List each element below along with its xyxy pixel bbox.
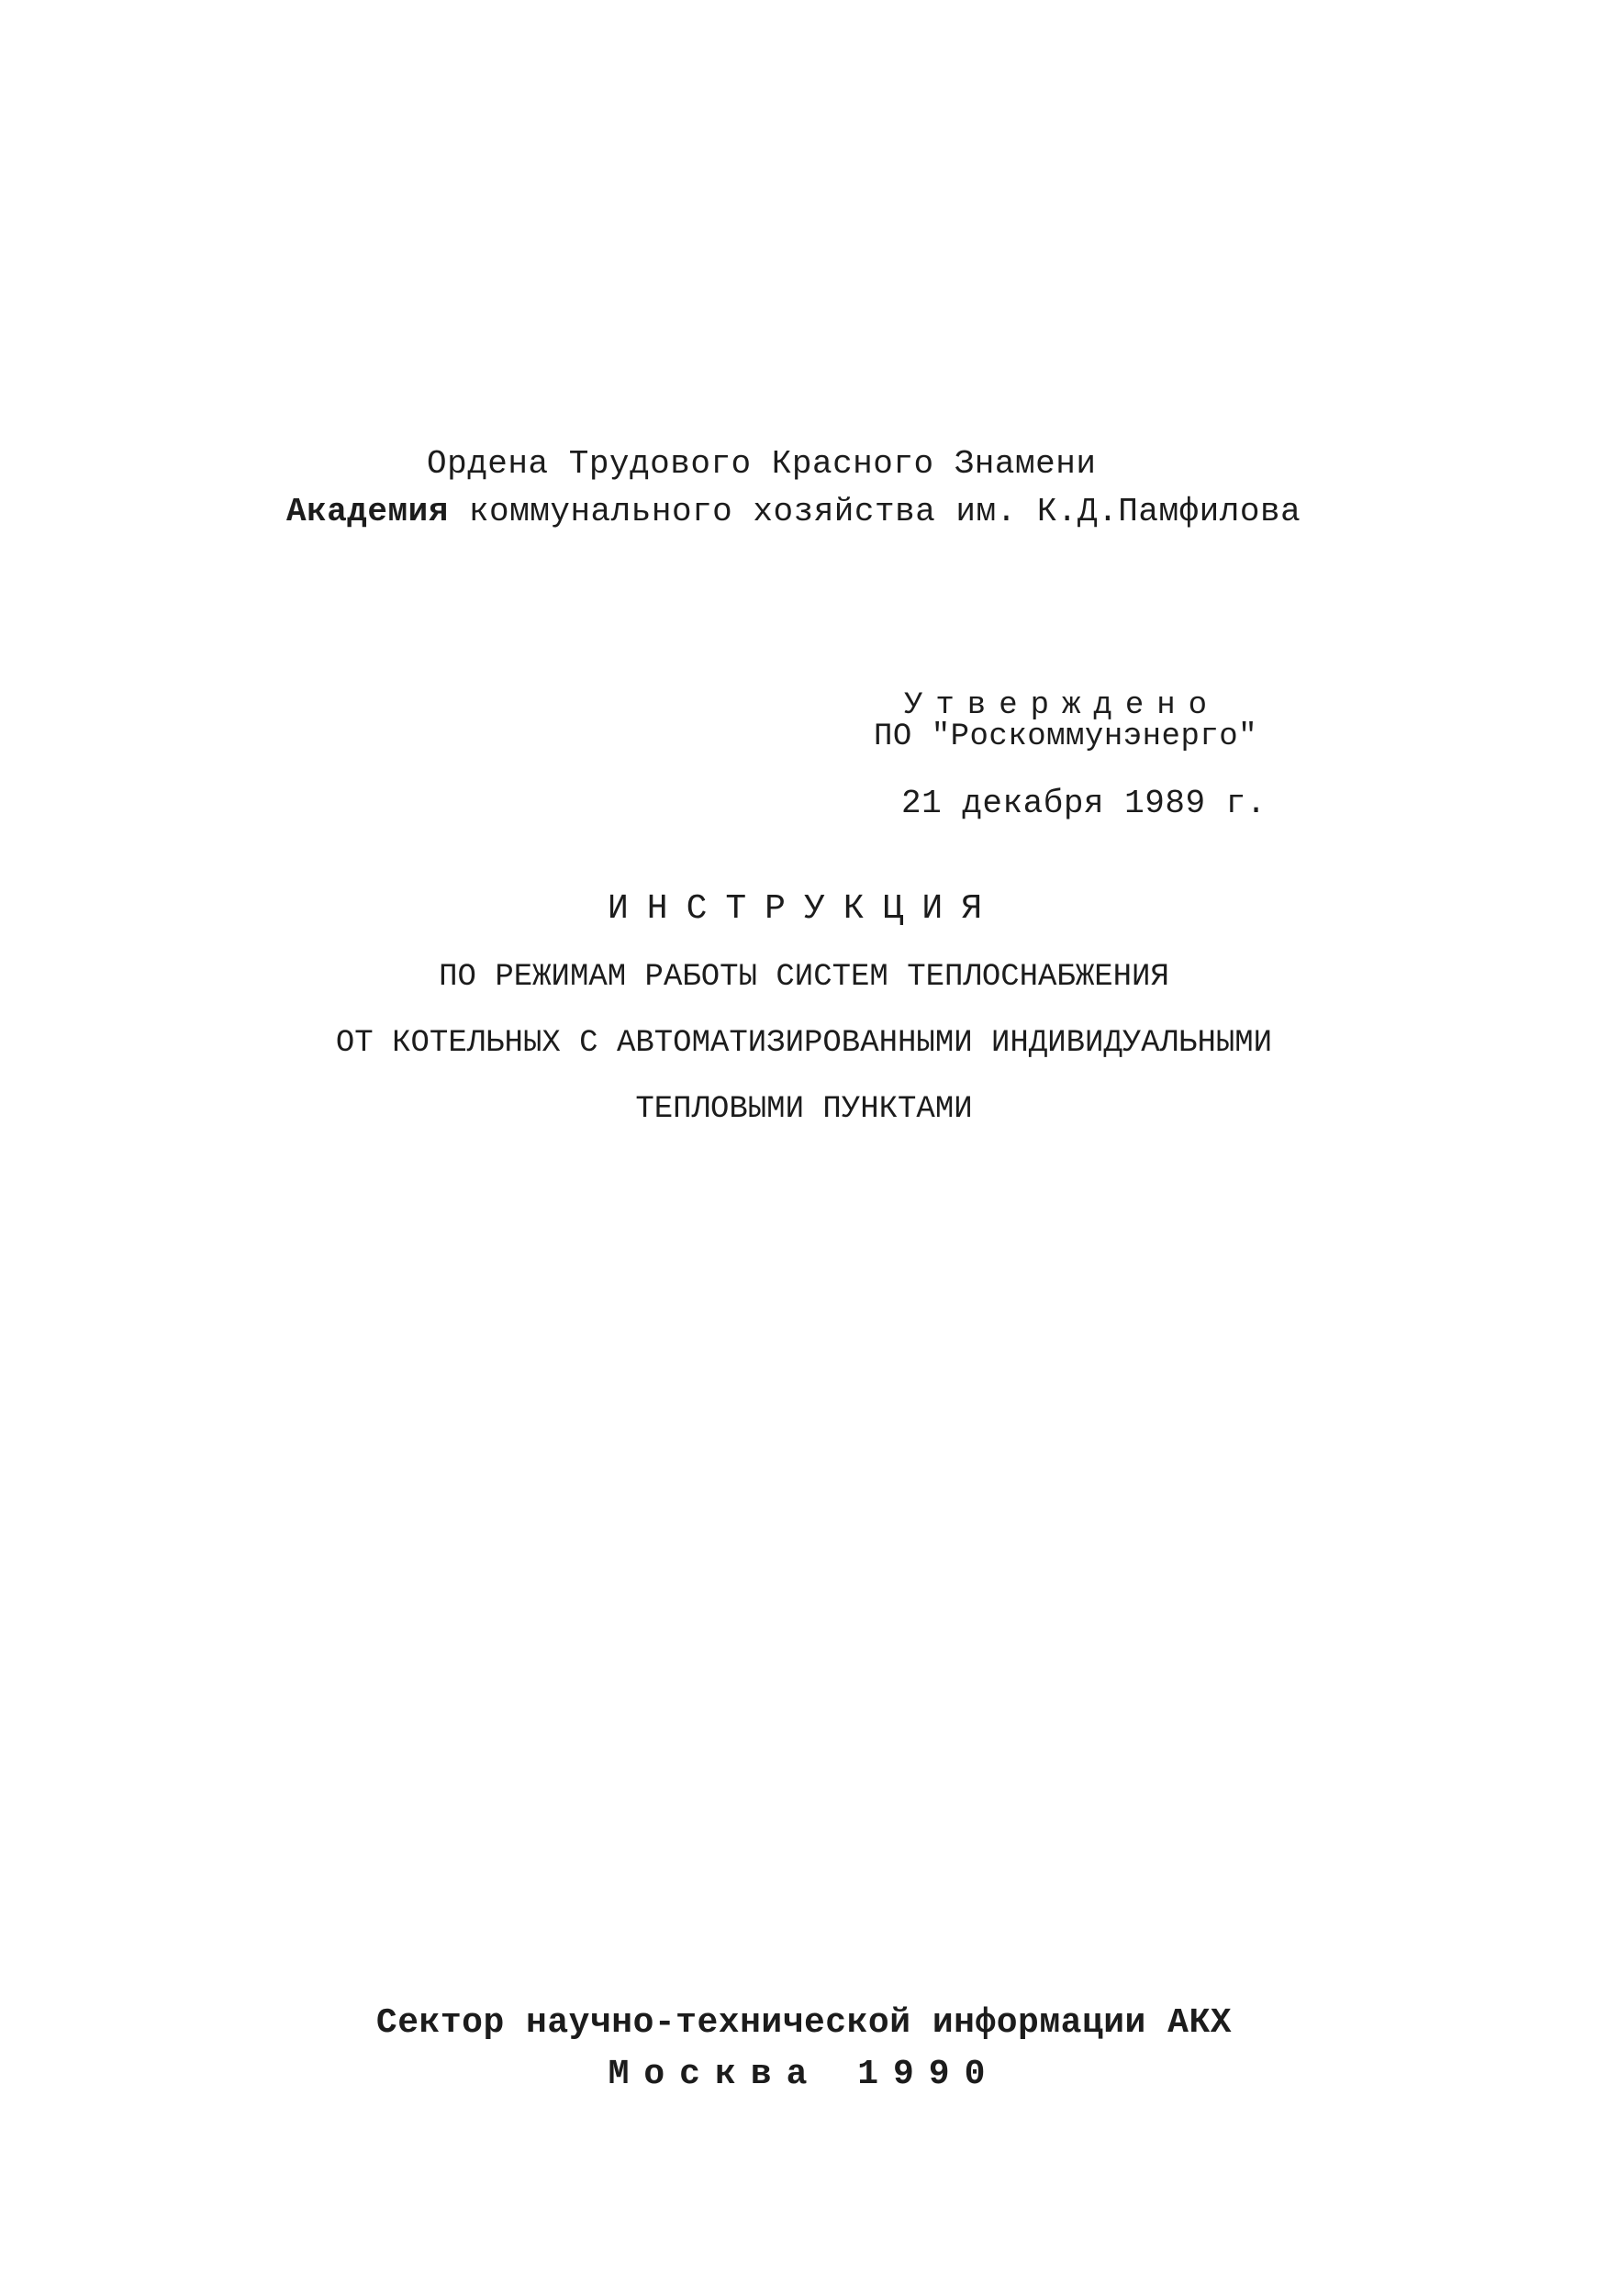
approval-date: 21 декабря 1989 г. bbox=[901, 785, 1267, 822]
organization-academy-name: коммунального хозяйства им. К.Д.Памфилова bbox=[448, 493, 1301, 530]
organization-line-1: Ордена Трудового Красного Знамени bbox=[427, 445, 1097, 483]
imprint-line: Москва 1990 bbox=[608, 2055, 1000, 2094]
approval-authority: ПО "Роскоммунэнерго" bbox=[874, 719, 1258, 754]
document-title-line-2: ОТ КОТЕЛЬНЫХ С АВТОМАТИЗИРОВАННЫМИ ИНДИВИДУАЛЬНЫМИ bbox=[335, 1026, 1273, 1061]
organization-academy-word: Академия bbox=[286, 493, 449, 530]
document-title-line-1: ПО РЕЖИМАМ РАБОТЫ СИСТЕМ ТЕПЛОСНАБЖЕНИЯ bbox=[439, 960, 1169, 995]
document-type-heading: ИНСТРУКЦИЯ bbox=[607, 889, 1001, 929]
organization-line-2 bbox=[286, 493, 1301, 530]
approval-word: Утверждено bbox=[904, 688, 1221, 723]
publisher-line: Сектор научно-технической информации АКХ bbox=[375, 2003, 1233, 2043]
document-title-line-3: ТЕПЛОВЫМИ ПУНКТАМИ bbox=[635, 1092, 973, 1127]
